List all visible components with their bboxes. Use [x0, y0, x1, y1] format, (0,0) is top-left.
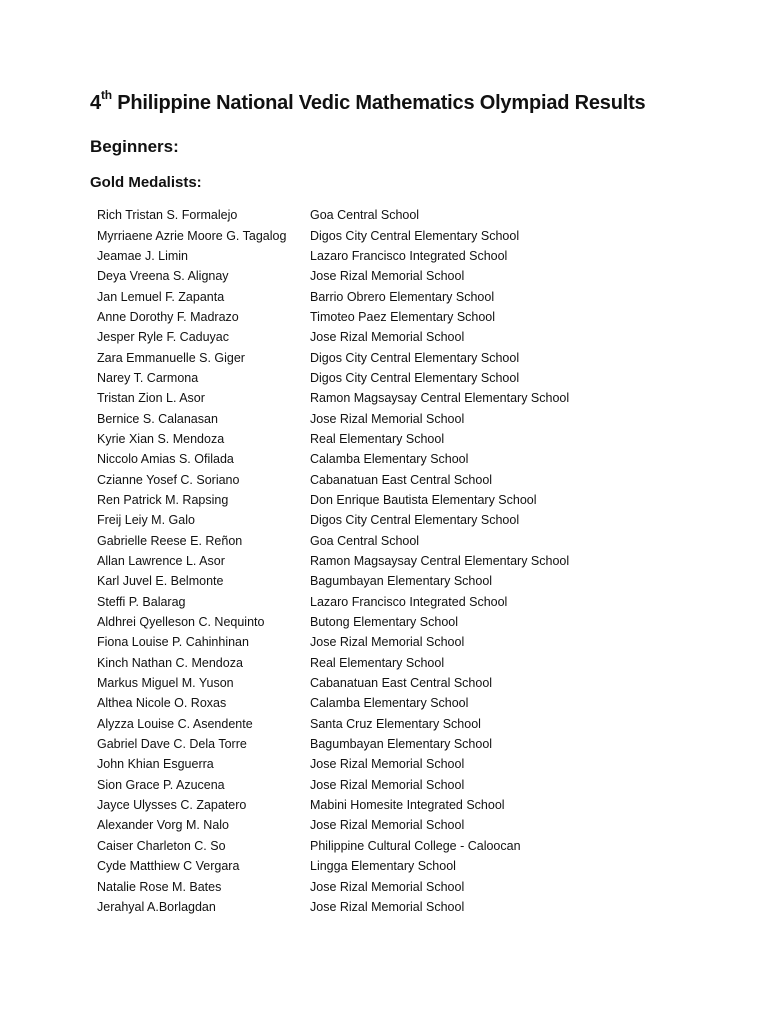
medalist-name: Jayce Ulysses C. Zapatero	[97, 798, 247, 813]
medalist-row	[97, 693, 697, 713]
medalist-row	[97, 714, 697, 734]
medalist-row	[97, 734, 697, 754]
medalist-school: Jose Rizal Memorial School	[310, 269, 465, 284]
medalist-school: Jose Rizal Memorial School	[310, 818, 465, 833]
medalist-school: Digos City Central Elementary School	[310, 350, 520, 365]
medalist-school: Jose Rizal Memorial School	[310, 777, 465, 792]
medalist-name: Ren Patrick M. Rapsing	[97, 492, 229, 507]
medalist-name: Allan Lawrence L. Asor	[97, 554, 225, 569]
medalist-row	[97, 836, 697, 856]
medalist-school: Santa Cruz Elementary School	[310, 716, 481, 731]
medalist-name: Alexander Vorg M. Nalo	[97, 818, 230, 833]
medalist-name: Kinch Nathan C. Mendoza	[97, 655, 243, 670]
medalist-row	[97, 205, 697, 225]
medalist-name: Caiser Charleton C. So	[97, 838, 226, 853]
medalist-school: Real Elementary School	[310, 431, 445, 446]
medalist-row	[97, 795, 697, 815]
medalist-school: Lazaro Francisco Integrated School	[310, 248, 508, 263]
medalist-row	[97, 327, 697, 347]
medalist-school: Jose Rizal Memorial School	[310, 879, 465, 894]
medalist-row	[97, 368, 697, 388]
medalist-school: Ramon Magsaysay Central Elementary School	[310, 554, 570, 569]
medalist-school: Bagumbayan Elementary School	[310, 574, 493, 589]
medalist-school: Jose Rizal Memorial School	[310, 635, 465, 650]
medalist-name: Zara Emmanuelle S. Giger	[97, 350, 245, 365]
medalist-row	[97, 531, 697, 551]
medalist-school: Mabini Homesite Integrated School	[310, 798, 505, 813]
medalist-school: Digos City Central Elementary School	[310, 370, 520, 385]
medalist-row	[97, 408, 697, 428]
page-title	[90, 88, 646, 115]
medalist-row	[97, 673, 697, 693]
medalist-school: Goa Central School	[310, 208, 420, 223]
medalist-row	[97, 632, 697, 652]
medalist-name: John Khian Esguerra	[97, 757, 214, 772]
medalist-name: Anne Dorothy F. Madrazo	[97, 309, 239, 324]
subsection-heading: Gold Medalists:	[90, 174, 202, 191]
medalist-name: Deya Vreena S. Alignay	[97, 269, 229, 284]
medalist-name: Myrriaene Azrie Moore G. Tagalog	[97, 228, 287, 243]
medalist-name: Gabrielle Reese E. Reñon	[97, 533, 243, 548]
medalist-row	[97, 225, 697, 245]
medalist-name: Gabriel Dave C. Dela Torre	[97, 737, 247, 752]
medalist-school: Calamba Elementary School	[310, 696, 469, 711]
medalist-row	[97, 897, 697, 917]
medalist-row	[97, 490, 697, 510]
medalist-name: Niccolo Amias S. Ofilada	[97, 452, 234, 467]
medalist-school: Digos City Central Elementary School	[310, 228, 520, 243]
title-text: Philippine National Vedic Mathematics Olympiad Results	[117, 92, 646, 114]
medalist-name: Czianne Yosef C. Soriano	[97, 472, 240, 487]
medalist-row	[97, 388, 697, 408]
medalist-name: Tristan Zion L. Asor	[97, 391, 205, 406]
medalist-name: Natalie Rose M. Bates	[97, 879, 222, 894]
medalist-name: Kyrie Xian S. Mendoza	[97, 431, 225, 446]
medalist-name: Sion Grace P. Azucena	[97, 777, 225, 792]
medalist-row	[97, 307, 697, 327]
medalist-row	[97, 856, 697, 876]
medalist-school: Cabanatuan East Central School	[310, 676, 493, 691]
medalist-row	[97, 653, 697, 673]
medalist-name: Alyzza Louise C. Asendente	[97, 716, 253, 731]
medalist-row	[97, 449, 697, 469]
medalist-row	[97, 286, 697, 306]
medalist-school: Don Enrique Bautista Elementary School	[310, 492, 537, 507]
medalist-name: Narey T. Carmona	[97, 370, 199, 385]
medalist-name: Rich Tristan S. Formalejo	[97, 208, 238, 223]
medalist-name: Jeamae J. Limin	[97, 248, 189, 263]
title-number: 4	[90, 92, 101, 114]
medalist-school: Barrio Obrero Elementary School	[310, 289, 495, 304]
medalist-name: Markus Miguel M. Yuson	[97, 676, 234, 691]
medalist-row	[97, 469, 697, 489]
medalist-school: Ramon Magsaysay Central Elementary School	[310, 391, 570, 406]
medalist-school: Philippine Cultural College - Caloocan	[310, 838, 521, 853]
medalist-name: Fiona Louise P. Cahinhinan	[97, 635, 249, 650]
medalist-name: Jesper Ryle F. Caduyac	[97, 330, 230, 345]
medalist-name: Aldhrei Qyelleson C. Nequinto	[97, 615, 265, 630]
medalist-school: Goa Central School	[310, 533, 420, 548]
medalist-row	[97, 429, 697, 449]
medalist-name: Althea Nicole O. Roxas	[97, 696, 227, 711]
medalist-row	[97, 815, 697, 835]
medalist-school: Timoteo Paez Elementary School	[310, 309, 496, 324]
medalist-list	[97, 205, 697, 917]
medalist-row	[97, 592, 697, 612]
medalist-name: Freij Leiy M. Galo	[97, 513, 195, 528]
medalist-row	[97, 510, 697, 530]
medalist-name: Karl Juvel E. Belmonte	[97, 574, 224, 589]
section-heading: Beginners:	[90, 137, 179, 156]
medalist-school: Bagumbayan Elementary School	[310, 737, 493, 752]
medalist-school: Digos City Central Elementary School	[310, 513, 520, 528]
medalist-school: Jose Rizal Memorial School	[310, 411, 465, 426]
medalist-school: Jose Rizal Memorial School	[310, 330, 465, 345]
medalist-school: Lingga Elementary School	[310, 859, 456, 874]
medalist-name: Jan Lemuel F. Zapanta	[97, 289, 225, 304]
medalist-row	[97, 775, 697, 795]
medalist-name: Jerahyal A.Borlagdan	[97, 899, 216, 914]
medalist-row	[97, 551, 697, 571]
title-ordinal-suffix: th	[100, 88, 112, 103]
medalist-name: Bernice S. Calanasan	[97, 411, 218, 426]
medalist-row	[97, 266, 697, 286]
medalist-school: Calamba Elementary School	[310, 452, 469, 467]
medalist-school: Butong Elementary School	[310, 615, 459, 630]
medalist-row	[97, 347, 697, 367]
medalist-row	[97, 571, 697, 591]
medalist-school: Jose Rizal Memorial School	[310, 757, 465, 772]
medalist-name: Steffi P. Balarag	[97, 594, 186, 609]
medalist-row	[97, 754, 697, 774]
medalist-school: Jose Rizal Memorial School	[310, 899, 465, 914]
medalist-row	[97, 246, 697, 266]
medalist-name: Cyde Matthiew C Vergara	[97, 859, 240, 874]
medalist-school: Real Elementary School	[310, 655, 445, 670]
medalist-school: Lazaro Francisco Integrated School	[310, 594, 508, 609]
medalist-school: Cabanatuan East Central School	[310, 472, 493, 487]
medalist-row	[97, 876, 697, 896]
medalist-row	[97, 612, 697, 632]
